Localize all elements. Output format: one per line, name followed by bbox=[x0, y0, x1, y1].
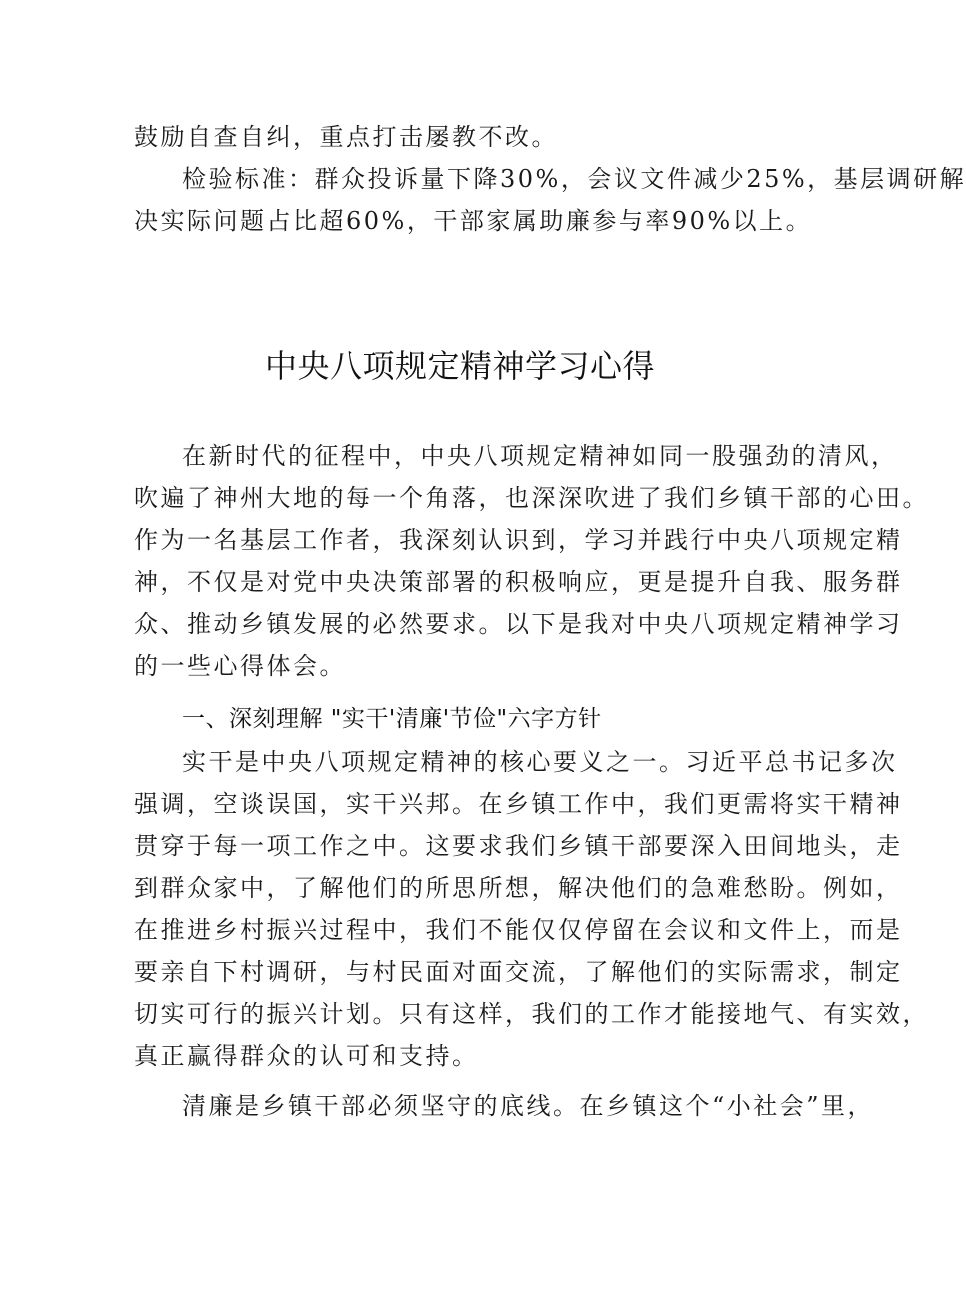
paragraph-line: 的一些心得体会。 bbox=[134, 652, 346, 680]
paragraph-line: 在推进乡村振兴过程中，我们不能仅仅停留在会议和文件上，而是 bbox=[134, 916, 903, 944]
paragraph-line: 在新时代的征程中，中央八项规定精神如同一股强劲的清风， bbox=[182, 442, 898, 470]
paragraph-line: 众、推动乡镇发展的必然要求。以下是我对中央八项规定精神学习 bbox=[134, 610, 903, 638]
previous-section-tail bbox=[134, 116, 966, 242]
section-heading: 一、深刻理解 "实干'清廉'节俭"六字方针 bbox=[182, 706, 602, 732]
paragraph-line: 决实际问题占比超60%，干部家属助廉参与率90%以上。 bbox=[134, 207, 813, 235]
paragraph-line: 清廉是乡镇干部必须坚守的底线。在乡镇这个“小社会”里， bbox=[182, 1092, 875, 1120]
paragraph-line: 强调，空谈误国，实干兴邦。在乡镇工作中，我们更需将实干精神 bbox=[134, 790, 903, 818]
paragraph-line: 鼓励自查自纠，重点打击屡教不改。 bbox=[134, 123, 558, 151]
paragraph-line: 到群众家中，了解他们的所思所想，解决他们的急难愁盼。例如， bbox=[134, 874, 903, 902]
paragraph-line: 神，不仅是对党中央决策部署的积极响应，更是提升自我、服务群 bbox=[134, 568, 903, 596]
paragraph-line: 检验标准：群众投诉量下降30%，会议文件减少25%，基层调研解 bbox=[182, 165, 966, 193]
paragraph-line: 要亲自下村调研，与村民面对面交流，了解他们的实际需求，制定 bbox=[134, 958, 903, 986]
paragraph-line: 切实可行的振兴计划。只有这样，我们的工作才能接地气、有实效， bbox=[134, 1000, 929, 1028]
paragraph-line: 实干是中央八项规定精神的核心要义之一。习近平总书记多次 bbox=[182, 748, 898, 776]
paragraph-line: 作为一名基层工作者，我深刻认识到，学习并践行中央八项规定精 bbox=[134, 526, 903, 554]
section-1-paragraph bbox=[134, 741, 929, 1077]
document-title: 中央八项规定精神学习心得 bbox=[264, 347, 655, 385]
section-1-paragraph-2 bbox=[134, 1085, 875, 1127]
intro-paragraph bbox=[134, 435, 929, 687]
paragraph-line: 真正赢得群众的认可和支持。 bbox=[134, 1042, 479, 1070]
paragraph-line: 吹遍了神州大地的每一个角落，也深深吹进了我们乡镇干部的心田。 bbox=[134, 484, 929, 512]
paragraph-line: 贯穿于每一项工作之中。这要求我们乡镇干部要深入田间地头，走 bbox=[134, 832, 903, 860]
